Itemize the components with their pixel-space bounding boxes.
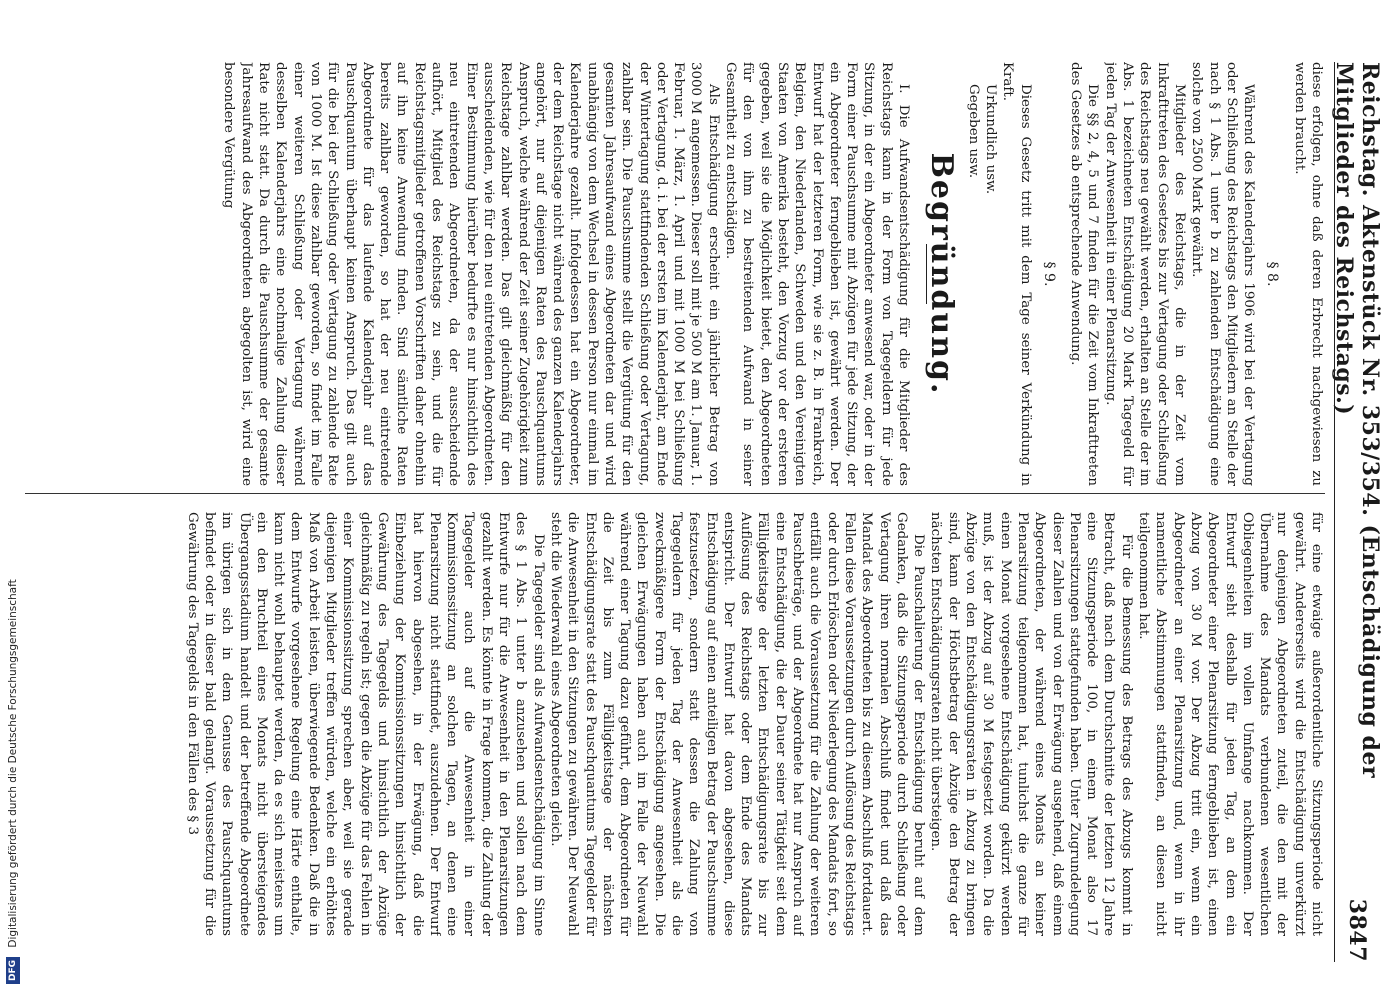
header-rule	[1334, 62, 1335, 962]
paragraph: Die §§ 2, 4, 5 und 7 finden für die Zeit vom Inkrafttreten des Gesetzes ab entsprechende Anwendung.	[1068, 62, 1101, 486]
paragraph: Die Tagegelder sind als Aufwandsentschädigung im Sinne des § 1 Abs. 1 unter b anzusehen und sollen nach dem Entwurfe nur für die Anwesenheit in den Plenarsitzungen gezahlt werden. Es könnte in Frage kommen, die Zahlung der Tagegelder auch auf die Anwesenheit in einer Kommissionssitzung an solchen Tagen, an denen eine Plenarsitzung nicht stattfindet, auszudehnen. Der Entwurf hat hiervon abgesehen, in der Erwägung, daß die Einbeziehung der Kommissionssitzungen hinsichtlich der Gewährung des Tagegelds und hinsichtlich der Abzüge gleichmäßig zu regeln ist; gegen die Abzüge für das Fehlen in einer Kommissionssitzung sprechen aber, weil sie gerade diejenigen Mitglieder treffen würden, welche ein erhöhtes Maß von Arbeit leisten, überwiegende Bedenken. Daß die in dem Entwurfe vorgesehene Regelung eine Härte enthalte, kann nicht wohl behauptet werden, da es sich meistens um ein den Bruchteil eines Monats nicht übersteigendes Übergangsstadium handelt und der betreffende Abgeordnete im übrigen sich in dem Genusse des Pauschquantums befindet oder in dieser bald gelangt. Voraussetzung für die Gewährung des Tagegelds in den Fällen des § 3	[184, 512, 546, 936]
page-number: 3847	[1344, 898, 1370, 962]
closing-line: Gegeben usw.	[965, 84, 981, 179]
paragraph: I. Die Aufwandsentschädigung für die Mitglieder des Reichstags kann in der Form von Tagegeldern für jede Sitzung, in der ein Abgeordneter anwesend war, oder in der Form einer Pauschsumme mit Abzügen für jede Sitzung, der ein Abgeordneter ferngeblieben ist, gewährt werden. Der Entwurf hat der letzteren Form, wie sie z. B. in Frankreich, Belgien, den Niederlanden, Schweden und den Vereinigten Staaten von Amerika besteht, den Vorzug vor der ersteren gegeben, weil sie die Möglichkeit bietet, den Abgeordneten für den von ihm zu bestreitenden Aufwand in seiner Gesamtheit zu entschädigen.	[723, 62, 912, 486]
left-column	[20, 62, 1325, 486]
right-column	[20, 512, 1325, 936]
paragraph: Während des Kalenderjahrs 1906 wird bei der Vertagung oder Schließung des Reichstags den Mitgliedern an Stelle der nach § 1 Abs. 1 unter b zu zahlenden Entschädigung eine solche von 2500 Mark gewährt.	[1189, 62, 1257, 486]
column-separator	[25, 493, 1325, 494]
section-heading: Begründung.	[924, 152, 960, 396]
digitization-notice: Digitalisierung gefördert durch die Deutsche Forschungsgemeinschaft	[7, 579, 19, 948]
section-label: § 8.	[1264, 261, 1281, 287]
running-header	[1331, 62, 1383, 962]
paragraph: Als Entschädigung erscheint ein jährlicher Betrag von 3000 M angemessen. Dieser soll mit je 500 M am 1. Januar, 1. Februar, 1. März, 1. April und mit 1000 M bei Schließung oder Vertagung, d. i. bei der ersten im Kalenderjahr, am Ende der Wintertagung stattfindenden Schließung oder Vertagung, zahlbar sein. Die Pauschsumme stellt die Vergütung für den gesamten Jahresaufwand eines Abgeordneten dar und wird unabhängig von dem Wechsel in dessen Person nur einmal im Kalenderjahre gezahlt. Infolgedessen hat ein Abgeordneter, der dem Reichstage nicht während des ganzen Kalenderjahrs angehört, nur auf diejenigen Raten des Pauschquantums Anspruch, welche während der Zeit seiner Zugehörigkeit zum Reichstage zahlbar werden. Das gilt gleichmäßig für den ausscheidenden, wie für den neu eintretenden Abgeordneten. Einer Bestimmung hierüber bedurfte es nur hinsichtlich des neu eintretenden Abgeordneten, da der ausscheidende aufhört, Mitglied des Reichstags zu sein, und die für Reichstagsmitglieder getroffenen Vorschriften daher ohnehin auf ihn keine Anwendung finden. Sind sämtliche Raten bereits zahlbar geworden, so hat der neu eintretende Abgeordnete für das laufende Kalenderjahr auf das Pauschquantum überhaupt keinen Anspruch. Das gilt auch für die bei der Schließung oder Vertagung zu zahlende Rate von 1000 M. Ist diese zahlbar geworden, so findet im Falle einer weiteren Schließung oder Vertagung während desselben Kalenderjahrs eine nochmalige Zahlung dieser Rate nicht statt. Da durch die Pauschsumme der gesamte Jahresaufwand des Abgeordneten abgegolten ist, wird eine besondere Vergütung	[221, 62, 721, 486]
dfg-logo-icon: DFG	[6, 957, 20, 984]
paragraph: Mitglieder des Reichstags, die in der Zeit vom Inkrafttreten des Gesetzes bis zur Vertagung oder Schließung des Reichstags neu gewählt werden, erhalten an Stelle der im Abs. 1 bezeichneten Entschädigung 20 Mark Tagegeld für jeden Tag der Anwesenheit in einer Plenarsitzung.	[1102, 62, 1187, 486]
paragraph: Die Pauschalierung der Entschädigung beruht auf dem Gedanken, daß die Sitzungsperiode durch Schließung oder Vertagung ihren normalen Abschluß findet und daß das Mandat des Abgeordneten bis zu diesem Abschluß fortdauert. Fallen diese Voraussetzungen durch Auflösung des Reichstags oder durch Erlöschen oder Niederlegung des Mandats fort, so entfällt auch die Voraussetzung für die Zahlung der weiteren Pauschbeträge, und der Abgeordnete hat nur Anspruch auf eine Entschädigung, die der Dauer seiner Tätigkeit seit dem Fälligkeitstage der letzten Entschädigungsrate bis zur Auflösung des Reichstags oder dem Ende des Mandats entspricht. Der Entwurf hat davon abgesehen, diese Entschädigung auf einen anteiligen Betrag der Pauschsumme festzusetzen, sondern statt dessen die Zahlung von Tagegeldern für jeden Tag der Anwesenheit als die zweckmäßigere Form der Entschädigung angesehen. Die gleichen Erwägungen haben auch im Falle der Neuwahl während einer Tagung dazu geführt, dem Abgeordneten für die Zeit bis zum Fälligkeitstage der nächsten Entschädigungsrate statt des Pauschquantums Tagegelder für die Anwesenheit in den Sitzungen zu gewähren. Der Neuwahl steht die Wiederwahl eines Abgeordneten gleich.	[547, 512, 927, 936]
header-title: Reichstag. Aktenstück Nr. 353/354. (Entschädigung der Mitglieder des Reichstags.)	[1331, 62, 1383, 779]
paragraph: für eine etwaige außerordentliche Sitzungsperiode nicht gewährt. Andererseits wird die Entschädigung unverkürzt nur denjenigen Abgeordneten zuteil, die den mit der Übernahme des Mandats verbundenen wesentlichen Obliegenheiten im vollen Umfange nachkommen. Der Entwurf sieht deshalb für jeden Tag, an dem ein Abgeordneter einer Plenarsitzung ferngeblieben ist, einen Abzug von 30 M vor. Der Abzug tritt ein, wenn ein Abgeordneter an einer Plenarsitzung und, wenn in ihr namentliche Abstimmungen stattfinden, an diesen nicht teilgenommen hat.	[1136, 512, 1324, 936]
paragraph: diese erfolgen, ohne daß deren Erbrecht nachgewiesen zu werden braucht.	[1291, 62, 1324, 486]
closing-line: Urkundlich usw.	[982, 84, 998, 195]
section-label: § 9.	[1040, 261, 1057, 287]
paragraph: Dieses Gesetz tritt mit dem Tage seiner Verkündung in Kraft.	[1000, 62, 1033, 486]
paragraph: Für die Bemessung des Betrags des Abzugs kommt in Betracht, daß nach dem Durchschnitte der letzten 12 Jahre eine Sitzungsperiode 100, in einem Monat also 17 Plenarsitzungen stattgefunden haben. Unter Zugrundelegung dieser Zahlen und von der Erwägung ausgehend, daß einem Abgeordneten, der während eines Monats an keiner Plenarsitzung teilgenommen hat, tunlichst die ganze für einen Monat vorgesehene Entschädigung gekürzt werden muß, ist der Abzug auf 30 M festgesetzt worden. Da die Abzüge von den Entschädigungsraten in Abzug zu bringen sind, kann der Höchstbetrag der Abzüge den Betrag der nächsten Entschädigungsraten nicht übersteigen.	[928, 512, 1134, 936]
